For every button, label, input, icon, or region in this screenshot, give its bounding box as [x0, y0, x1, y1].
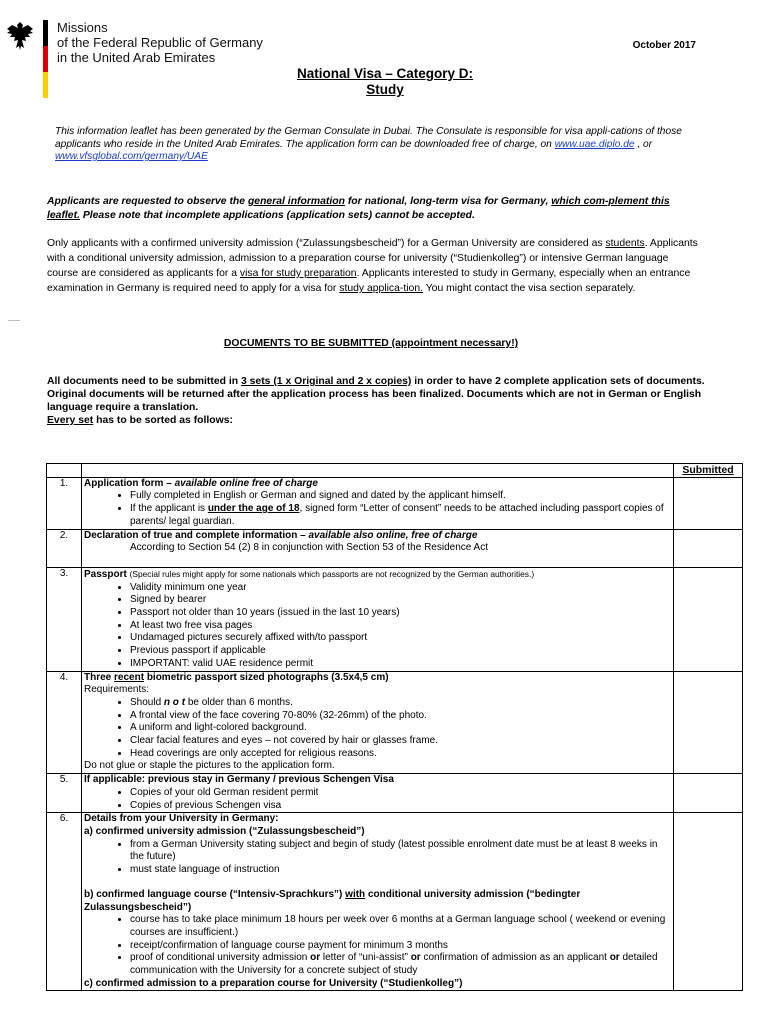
row-title: Declaration of true and complete information – — [84, 529, 306, 541]
bullet-list — [84, 697, 671, 761]
mission-line-1: Missions — [57, 20, 108, 35]
submitted-checkbox-cell[interactable] — [674, 529, 743, 567]
table-row — [47, 477, 743, 529]
docs-text-2: in order to have 2 complete application sets of documents. Original documents will be returned after the application process has been finalized. Documents which are not in German or English language require a translation. — [47, 376, 705, 413]
row-number: 1. — [47, 477, 82, 529]
request-text-2: for national, long-term visa for Germany, — [347, 196, 549, 207]
with-term: with — [345, 888, 366, 900]
row-content — [82, 477, 674, 529]
submitted-header: Submitted — [674, 464, 743, 478]
row-detail: According to Section 54 (2) 8 in conjunction with Section 53 of the Residence Act — [130, 542, 488, 554]
list-item: • Previous passport if applicable — [130, 645, 671, 658]
table-row — [47, 813, 743, 991]
table-row — [47, 774, 743, 813]
table-row — [47, 529, 743, 567]
document-date: October 2017 — [632, 40, 696, 51]
subsection-b-title — [84, 889, 671, 914]
bullet-list — [84, 490, 671, 528]
intro-paragraph — [55, 126, 695, 164]
mission-line-2: of the Federal Republic of Germany — [57, 35, 263, 50]
subsection-b-text: b) confirmed language course (“Intensiv-Sprachkurs”) — [84, 888, 343, 900]
list-item: • from a German University stating subject and begin of study (latest possible enrolment date must be at least 8 weeks in the future) — [130, 839, 671, 864]
request-text-3: Please note that incomplete applications (application sets) cannot be accepted. — [82, 209, 475, 221]
row-number: 6. — [47, 813, 82, 991]
docs-sets-term: 3 sets (1 x Original and 2 x copies) — [240, 376, 412, 387]
eligibility-text-1: Only applicants with a confirmed university admission (“Zulassungsbescheid”) for a German University are considered as — [47, 238, 603, 249]
study-preparation-term: visa for study preparation — [239, 268, 357, 279]
list-item: • At least two free visa pages — [130, 620, 671, 633]
list-item: • Validity minimum one year — [130, 582, 671, 595]
bullet-text: proof of conditional university admission — [130, 952, 308, 964]
row-content — [82, 671, 674, 774]
bullet-list — [84, 914, 671, 978]
list-item: • Passport not older than 10 years (issued in the last 10 years) — [130, 607, 671, 620]
margin-mark — [8, 320, 20, 321]
row-number: 2. — [47, 529, 82, 567]
general-information-link[interactable]: general information — [247, 196, 345, 207]
table-row — [47, 567, 743, 671]
intro-text: This information leaflet has been generated by the German Consulate in Dubai. The Consulate is responsible for visa appli-cations of those applicants who reside in the United Arab Emirates. The application form can be downloaded free of charge, on — [55, 126, 682, 150]
submitted-checkbox-cell[interactable] — [674, 774, 743, 813]
bullet-list — [84, 839, 671, 877]
list-item — [130, 952, 671, 977]
header-num-cell — [47, 464, 82, 478]
row-title: If applicable: previous stay in Germany / previous Schengen Visa — [84, 774, 394, 786]
list-item — [130, 697, 671, 710]
request-paragraph — [47, 195, 702, 222]
bullet-list — [84, 582, 671, 671]
row-number: 4. — [47, 671, 82, 774]
request-text-1: Applicants are requested to observe the — [47, 196, 246, 207]
table-header-row — [47, 464, 743, 478]
submitted-checkbox-cell[interactable] — [674, 477, 743, 529]
row-title-emphasis: available also online, free of charge — [308, 529, 478, 541]
list-item: • Undamaged pictures securely affixed with/to passport — [130, 632, 671, 645]
request-text-underlined: which com-plement this leaflet. — [47, 196, 670, 221]
mission-line-3: in the United Arab Emirates — [57, 50, 216, 65]
bullet-text: Should — [130, 696, 162, 708]
row-content — [82, 567, 674, 671]
federal-eagle-icon — [6, 20, 34, 52]
submitted-checkbox-cell[interactable] — [674, 671, 743, 774]
students-term: students — [605, 238, 645, 249]
study-application-term: study applica-tion. — [339, 283, 423, 294]
list-item: • Signed by bearer — [130, 594, 671, 607]
table-row — [47, 671, 743, 774]
row-number: 3. — [47, 567, 82, 671]
vfs-website-link[interactable]: www.vfsglobal.com/germany/UAE — [55, 151, 208, 162]
row-footnote: Do not glue or staple the pictures to the application form. — [84, 760, 335, 772]
bullet-text: letter of “uni-assist” — [322, 952, 408, 964]
bullet-list — [84, 787, 671, 812]
list-item: • Head coverings are only accepted for religious reasons. — [130, 748, 671, 761]
list-item: • A uniform and light-colored background. — [130, 722, 671, 735]
eligibility-text-4: You might contact the visa section separately. — [425, 283, 636, 294]
row-title-emphasis: available online free of charge — [174, 477, 318, 489]
bullet-text: , signed form “Letter of consent” needs to be attached including passport copies of parents/ legal guardian. — [130, 503, 664, 527]
docs-text-3: has to be sorted as follows: — [96, 415, 233, 426]
row-content — [82, 813, 674, 991]
row-title: Three — [84, 671, 112, 683]
list-item: • A frontal view of the face covering 70-80% (32-26mm) of the photo. — [130, 710, 671, 723]
list-item: • Copies of your old German resident permit — [130, 787, 671, 800]
not-emphasis: n o t — [163, 696, 186, 708]
docs-text-1: All documents need to be submitted in — [47, 376, 239, 387]
eligibility-text-2: . Applicants with a conditional university admission, admission to a preparation course for university (“Studienkolleg”) or intensive German language course are considered as applicants for a — [47, 238, 698, 279]
or-term: or — [310, 952, 321, 964]
bullet-text: confirmation of admission as an applicant — [423, 952, 607, 964]
list-item: • IMPORTANT: valid UAE residence permit — [130, 658, 671, 671]
list-item — [130, 503, 671, 528]
every-set-term: Every set — [47, 415, 94, 426]
bullet-text: detailed communication with the University for a concrete subject of study — [130, 952, 658, 977]
list-item: • Clear facial features and eyes – not covered by hair or glasses frame. — [130, 735, 671, 748]
row-content — [82, 529, 674, 567]
documents-table — [46, 463, 743, 991]
row-title: biometric passport sized photographs (3.5x4,5 cm) — [146, 671, 389, 683]
list-item: • receipt/confirmation of language course payment for minimum 3 months — [130, 940, 671, 953]
subsection-a-title: a) confirmed university admission (“Zulassungsbescheid”) — [84, 825, 365, 837]
subsection-c-title: c) confirmed admission to a preparation course for University (“Studienkolleg”) — [84, 977, 463, 989]
submitted-checkbox-cell[interactable] — [674, 567, 743, 671]
documents-heading: DOCUMENTS TO BE SUBMITTED (appointment necessary!) — [223, 338, 519, 349]
list-item: • must state language of instruction — [130, 864, 671, 877]
subsection-b-text: conditional university admission (“bedingter Zulassungsbescheid”) — [84, 888, 581, 913]
list-item: • Fully completed in English or German and signed and dated by the applicant himself. — [130, 490, 671, 503]
title-line-2: Study — [366, 82, 404, 97]
row-number: 5. — [47, 774, 82, 813]
list-item: • course has to take place minimum 18 hours per week over 6 months at a German language school ( weekend or evening courses are insufficient.) — [130, 914, 671, 939]
title-line-1: National Visa – Category D: — [296, 66, 474, 81]
row-note: (Special rules might apply for some nationals which passports are not recognized by the German authorities.) — [129, 568, 535, 579]
age-term: under the age of 18 — [207, 503, 300, 515]
row-title: Passport — [84, 568, 127, 580]
documents-instructions — [47, 375, 707, 427]
row-title: Details from your University in Germany: — [84, 813, 279, 825]
bullet-text: If the applicant is — [130, 503, 206, 515]
or-term: or — [609, 952, 620, 964]
or-term: or — [410, 952, 421, 964]
page-title — [0, 66, 770, 98]
row-content — [82, 774, 674, 813]
mission-name — [57, 20, 263, 65]
intro-separator: , or — [637, 138, 653, 150]
bullet-text: be older than 6 months. — [187, 696, 293, 708]
submitted-checkbox-cell[interactable] — [674, 813, 743, 991]
row-title: Application form – — [84, 477, 172, 489]
embassy-website-link[interactable]: www.uae.diplo.de — [554, 138, 635, 150]
requirements-label: Requirements: — [84, 684, 150, 696]
eligibility-paragraph — [47, 236, 702, 296]
header-doc-cell — [82, 464, 674, 478]
recent-term: recent — [114, 671, 145, 683]
eligibility-text-3: . Applicants interested to study in Germany, especially when an entrance examination in Germany is required need to apply for a visa for — [47, 268, 691, 294]
list-item: • Copies of previous Schengen visa — [130, 800, 671, 813]
